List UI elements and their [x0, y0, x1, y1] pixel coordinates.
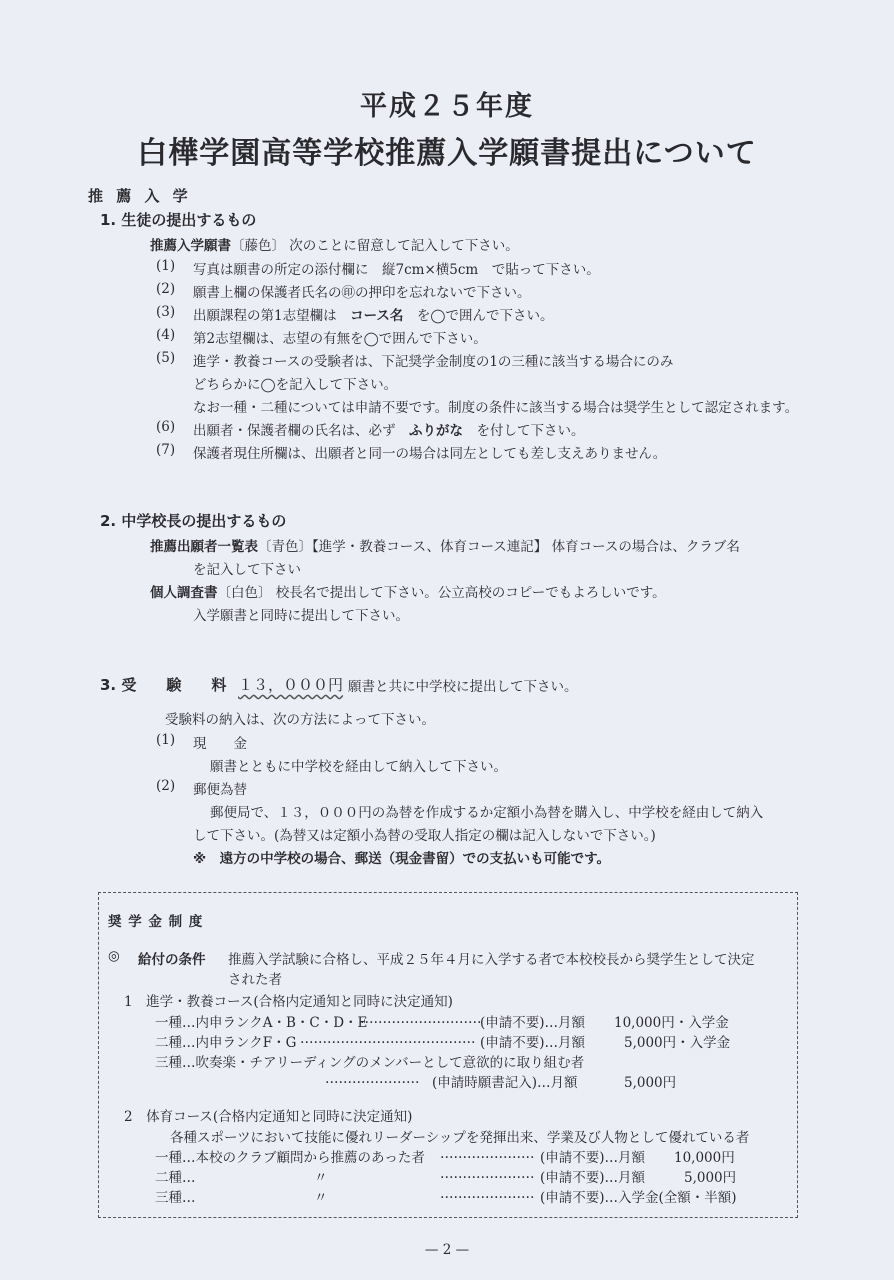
- c1-row-1-amount: 10,000円・入学金: [614, 1015, 729, 1031]
- s1-item-7-num: (7): [156, 442, 176, 458]
- s1-doc-line: [150, 234, 519, 254]
- s2-doc-1-line: [150, 535, 740, 555]
- c2-row-3-label: 三種…: [155, 1190, 196, 1206]
- s1-doc-rest: 〔藤色〕 次のことに留意して記入して下さい。: [231, 238, 519, 254]
- s1-item-6-post: を付して下さい。: [463, 423, 585, 439]
- c2-row-2-apply: (申請不要)…月額: [540, 1170, 646, 1186]
- s2-doc-1-name: 推薦出願者一覧表: [150, 539, 258, 555]
- c2-row-2-amount: 5,000円: [684, 1170, 737, 1186]
- s1-item-3-text: [193, 304, 554, 324]
- page-year: 平成２５年度: [360, 91, 534, 122]
- scholarship-mark: ◎: [108, 948, 120, 964]
- c1-row-1-dots: ………………………: [360, 1011, 482, 1027]
- s3-note: ※ 遠方の中学校の場合、郵送（現金書留）での支払いも可能です。: [193, 851, 611, 867]
- scholarship-course-2-desc: 各種スポーツにおいて技能に優れリーダーシップを発揮出来、学業及び人物として優れている者: [170, 1130, 750, 1146]
- s2-doc-1-cont: を記入して下さい: [193, 562, 301, 578]
- s1-item-6-num: (6): [156, 419, 176, 435]
- c1-row-1-label: 一種…内申ランクA・B・C・D・E: [155, 1015, 368, 1031]
- s1-doc-name: 推薦入学願書: [150, 238, 231, 254]
- page-title: 白樺学園高等学校推薦入学願書提出について: [137, 136, 757, 171]
- s1-item-1-num: (1): [156, 258, 176, 274]
- c2-row-2-dots: …………………: [440, 1166, 535, 1182]
- s1-item-6-text: [193, 419, 585, 439]
- exam-fee-note: 願書と共に中学校に提出して下さい。: [348, 679, 578, 695]
- s3-method-1-title: 現 金: [193, 736, 247, 752]
- section-1-title: 1. 生徒の提出するもの: [100, 211, 257, 229]
- s3-method-2-title: 郵便為替: [193, 782, 247, 798]
- c2-row-1-dots: …………………: [440, 1146, 535, 1162]
- c1-row-2-amount: 5,000円・入学金: [624, 1035, 731, 1051]
- s2-doc-2-rest: 〔白色〕 校長名で提出して下さい。公立高校のコピーでもよろしいです。: [217, 585, 666, 601]
- c2-row-1-amount: 10,000円: [674, 1150, 735, 1166]
- scholarship-title: 奨 学 金 制 度: [108, 914, 204, 930]
- s3-method-1-text: 願書とともに中学校を経由して納入して下さい。: [210, 759, 507, 775]
- c1-row-2-apply: (申請不要)…月額: [480, 1035, 586, 1051]
- c2-row-1-apply: (申請不要)…月額: [540, 1150, 646, 1166]
- c1-row-3-apply: (申請時願書記入)…月額: [432, 1075, 578, 1091]
- s3-method-2-text-1: 郵便局で、１３，０００円の為替を作成するか定額小為替を購入し、中学校を経由して納入: [210, 805, 764, 821]
- section-heading: 推 薦 入 学: [88, 187, 192, 205]
- s3-method-2-num: (2): [156, 778, 176, 794]
- s1-item-3-num: (3): [156, 304, 176, 320]
- s2-doc-2-name: 個人調査書: [150, 585, 218, 601]
- c1-row-3-label: 三種…吹奏楽・チアリーディングのメンバーとして意欲的に取り組む者: [155, 1055, 585, 1071]
- c1-row-2-dots: …………………………………: [300, 1031, 476, 1047]
- s3-method-2-text-2: して下さい。(為替又は定額小為替の受取人指定の欄は記入しないで下さい。): [193, 828, 656, 844]
- c2-row-3-ditto: 〃: [314, 1190, 328, 1206]
- scholarship-condition-label: 給付の条件: [138, 952, 206, 968]
- c1-row-3-amount: 5,000円: [624, 1075, 677, 1091]
- s1-item-3-post: を◯で囲んで下さい。: [403, 308, 554, 324]
- s1-item-2-num: (2): [156, 281, 176, 297]
- c1-row-3-dots: …………………: [325, 1071, 420, 1087]
- s1-item-2-text: 願書上欄の保護者氏名の㊞の押印を忘れないで下さい。: [193, 285, 531, 301]
- s2-doc-2-line: [150, 581, 666, 601]
- s1-item-6-bold: ふりがな: [409, 423, 463, 439]
- scholarship-condition-cont: された者: [228, 972, 282, 988]
- c1-row-2-label: 二種…内申ランクF・G: [155, 1035, 297, 1051]
- s1-item-5-cont-2: なお一種・二種については申請不要です。制度の条件に該当する場合は奨学生として認定されます。: [193, 400, 799, 416]
- c2-row-2-ditto: 〃: [314, 1170, 328, 1186]
- s3-intro: 受験料の納入は、次の方法によって下さい。: [165, 712, 435, 728]
- scholarship-condition-text: 推薦入学試験に合格し、平成２５年４月に入学する者で本校校長から奨学生として決定: [228, 952, 755, 968]
- scholarship-course-2-title: 2 体育コース(合格内定通知と同時に決定通知): [124, 1109, 413, 1125]
- s1-item-5-cont-1: どちらかに◯を記入して下さい。: [193, 377, 398, 393]
- s3-method-1-num: (1): [156, 732, 176, 748]
- c2-row-3-dots: …………………: [440, 1186, 535, 1202]
- s1-item-4-text: 第2志望欄は、志望の有無を◯で囲んで下さい。: [193, 331, 487, 347]
- section-2-title: 2. 中学校長の提出するもの: [100, 512, 287, 530]
- s1-item-7-text: 保護者現住所欄は、出願者と同一の場合は同左としても差し支えありません。: [193, 446, 667, 462]
- s1-item-5-num: (5): [156, 350, 176, 366]
- c1-row-1-apply: (申請不要)…月額: [480, 1015, 586, 1031]
- s1-item-1-text: 写真は願書の所定の添付欄に 縦7cm×横5cm で貼って下さい。: [193, 262, 600, 278]
- c2-row-2-label: 二種…: [155, 1170, 196, 1186]
- c2-row-1-label: 一種…本校のクラブ顧問から推薦のあった者: [155, 1150, 425, 1166]
- s2-doc-1-rest: 〔青色〕【進学・教養コース、体育コース連記】 体育コースの場合は、クラブ名: [258, 539, 740, 555]
- section-3-title: 3. 受 験 料: [100, 676, 227, 694]
- s1-item-3-bold: コース名: [350, 308, 404, 324]
- s1-item-5-text: 進学・教養コースの受験者は、下記奨学金制度の1の三種に該当する場合にのみ: [193, 354, 674, 370]
- s1-item-4-num: (4): [156, 327, 176, 343]
- s1-item-3-pre: 出願課程の第1志望欄は: [193, 308, 351, 324]
- s1-item-6-pre: 出願者・保護者欄の氏名は、必ず: [193, 423, 409, 439]
- exam-fee: １３，０００円: [238, 676, 344, 694]
- s2-doc-2-cont: 入学願書と同時に提出して下さい。: [193, 608, 409, 624]
- page-number: — 2 —: [424, 1242, 470, 1258]
- scholarship-course-1-title: 1 進学・教養コース(合格内定通知と同時に決定通知): [124, 994, 453, 1010]
- c2-row-3-apply: (申請不要)…入学金(全額・半額): [540, 1190, 737, 1206]
